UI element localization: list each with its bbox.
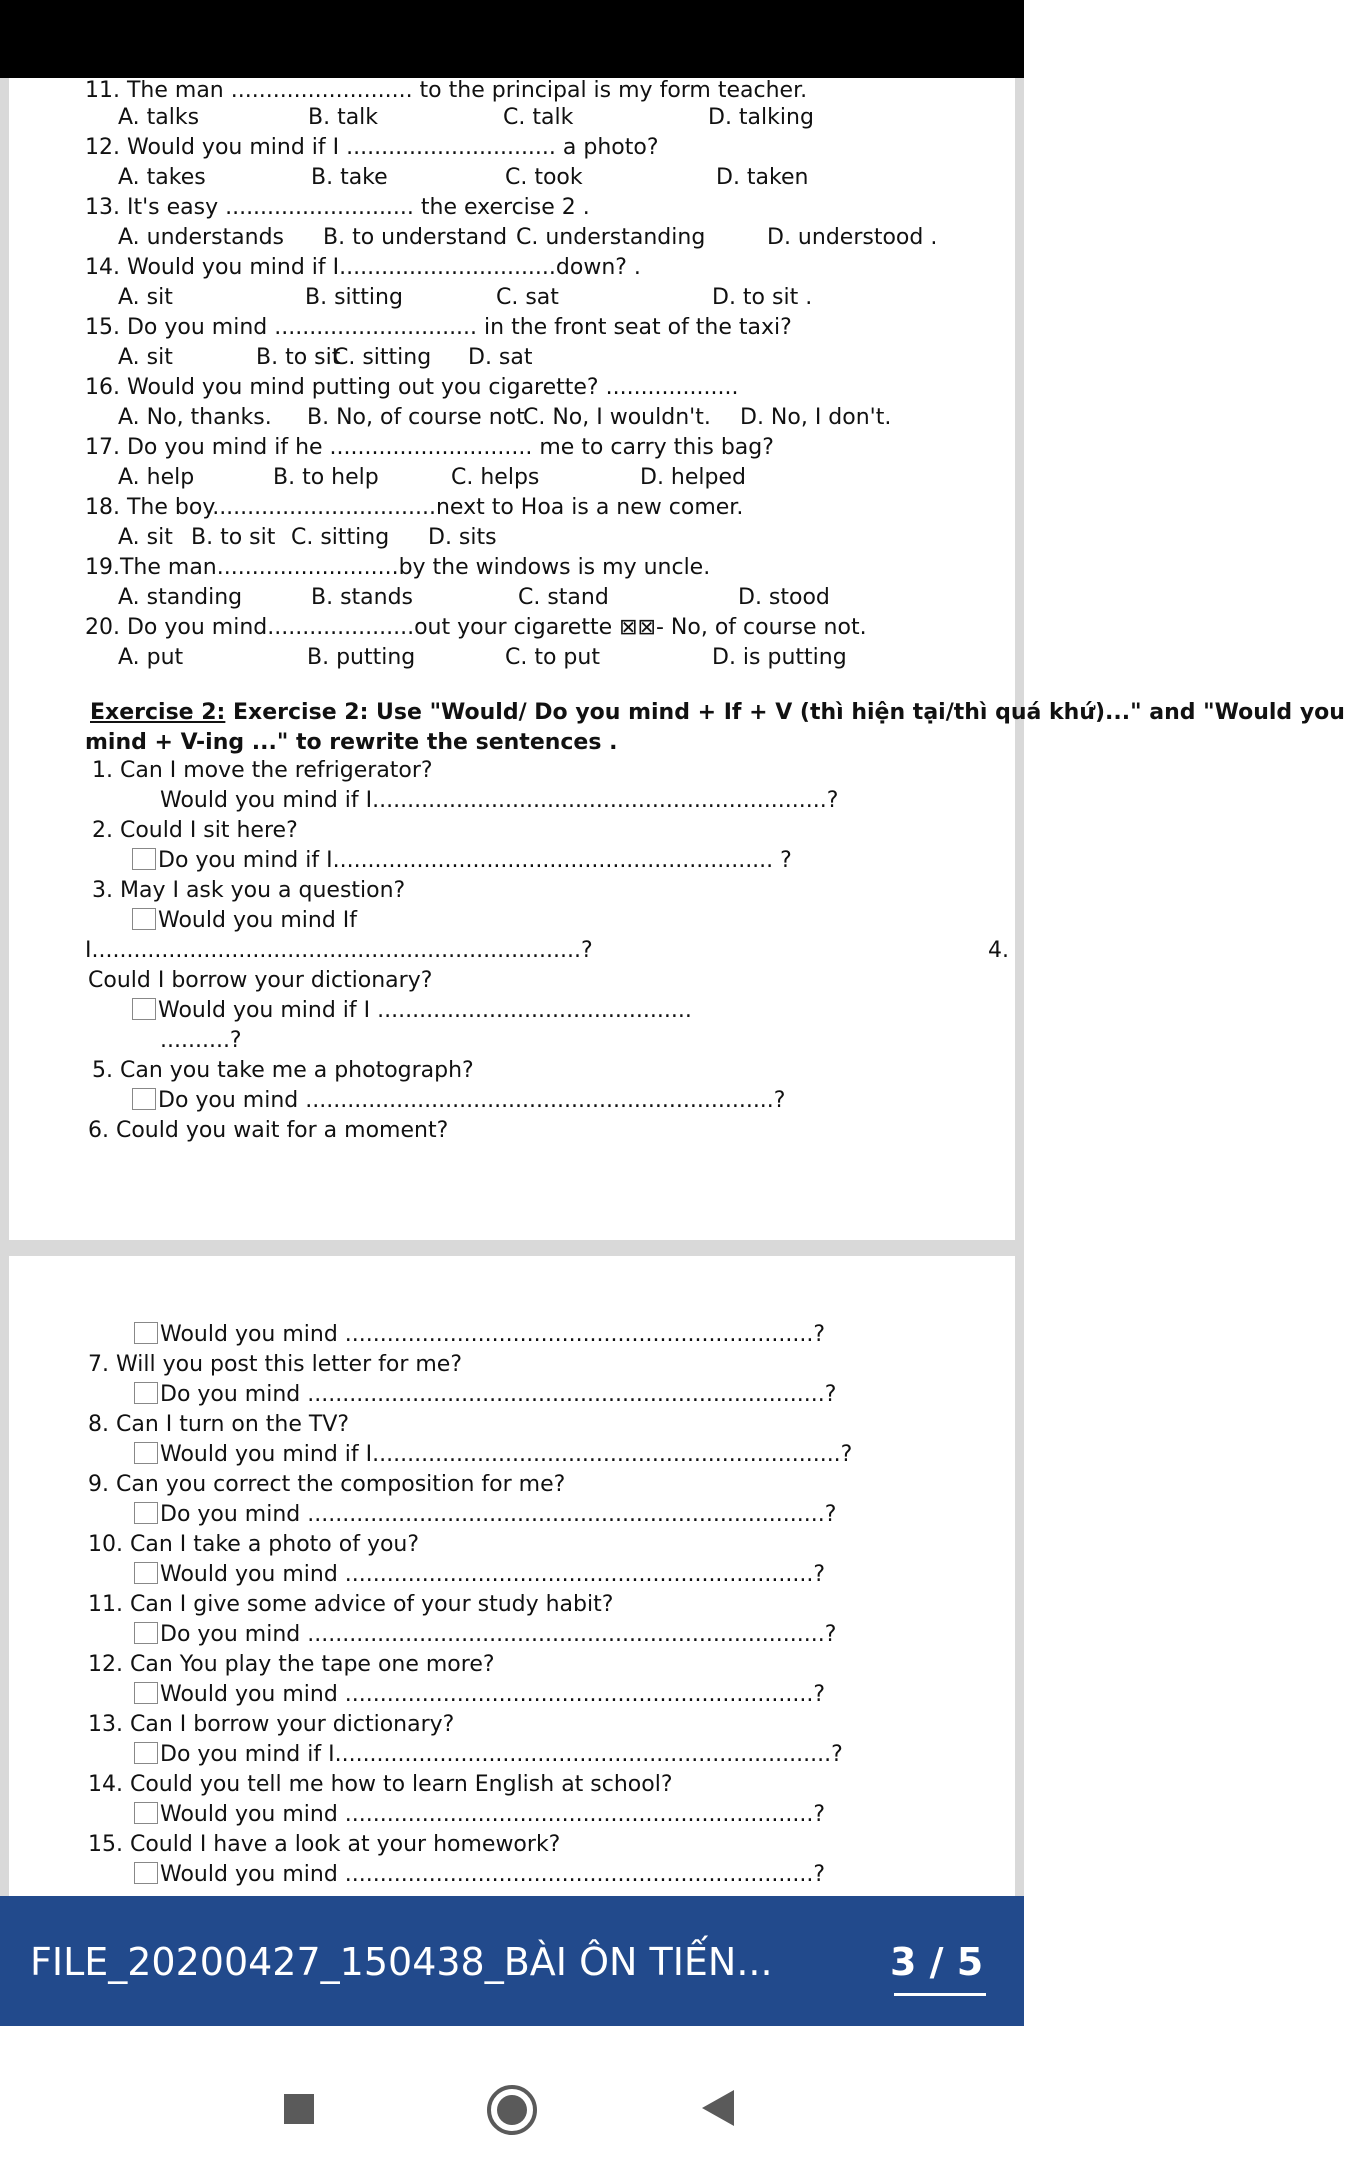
question-text: 14. Would you mind if I...............................down? . bbox=[85, 255, 641, 280]
option-d: D. talking bbox=[708, 105, 814, 130]
option-a: A. takes bbox=[118, 165, 206, 190]
option-a: A. sit bbox=[118, 285, 173, 310]
document-page-3-top: 11. The man .......................... to the principal is my form teacher. A. talks B. talk C. talk D. talking 12. Would you mind if I .............................. a photo? A. takes B. take C. took D. taken 13. It's easy ........................... the exercise 2 . A. understands B. to understand C. understanding D. understood . 14. Would you mind if I...............................down? . A. sit B. sitting C. sat D. to sit . 15. Do you mind ............................. in the front seat of the taxi? A. sit B. to sit C. sitting D. sat 16. Would you mind putting out you cigarette? ................... A. No, thanks. B. No, of course not C. No, I wouldn't. D. No, I don't. 17. Do you mind if he ............................. me to carry this bag? A. help B. to help C. helps D. helped 18. The boy................................next to Hoa is a new comer. A. sit B. to sit C. sitting D. sits 19.The man..........................by the windows is my uncle. A. standing B. stands C. stand D. stood 20. Do you mind.....................out your cigarette ⊠⊠- No, of course not. A. put B. putting C. to put D. is putting Exercise 2: Exercise 2: Use "Would/ Do you mind + If + V (thì hiện tại/thì quá khứ)..." and "Would you mind + V-ing ..." to rewrite the sentences . 1. Can I move the refrigerator? Would you mind if I.................................................................? 2. Could I sit here? Do you mind if I............................................................... ? 3. May I ask you a question? Would you mind If I......................................................................? 4. Could I borrow your dictionary? Would you mind if I ............................................. ..........? 5. Can you take me a photograph? Do you mind ...................................................................? 6. Could you wait for a moment? bbox=[0, 78, 1024, 1240]
recent-apps-button[interactable] bbox=[284, 2094, 314, 2124]
page-left-edge bbox=[0, 78, 9, 1240]
option-d: D. sat bbox=[468, 345, 533, 370]
answer-blank[interactable]: Would you mind if I.................................................................? bbox=[160, 788, 839, 813]
option-c: C. sitting bbox=[333, 345, 432, 370]
option-c: C. understanding bbox=[516, 225, 706, 250]
page-separator bbox=[0, 1240, 1024, 1256]
status-bar bbox=[0, 0, 1024, 78]
prompt-text: 9. Can you correct the composition for me? bbox=[88, 1472, 566, 1497]
option-d: D. to sit . bbox=[712, 285, 813, 310]
option-a: A. talks bbox=[118, 105, 200, 130]
option-a: A. help bbox=[118, 465, 195, 490]
page-indicator-underline bbox=[894, 1993, 986, 1996]
option-b: B. No, of course not bbox=[307, 405, 525, 430]
prompt-text: 15. Could I have a look at your homework? bbox=[88, 1832, 561, 1857]
option-c: C. helps bbox=[451, 465, 540, 490]
heading-line-1: Exercise 2: Use "Would/ Do you mind + If + V (thì hiện tại/thì quá khứ)..." and "Would you bbox=[233, 700, 1345, 725]
file-name[interactable]: FILE_20200427_150438_BÀI ÔN TIẾN... bbox=[30, 1940, 773, 1984]
option-b: B. talk bbox=[308, 105, 379, 130]
checkbox-icon[interactable] bbox=[132, 908, 156, 930]
answer-blank[interactable]: Would you mind ...................................................................? bbox=[160, 1802, 826, 1827]
prompt-text: 1. Can I move the refrigerator? bbox=[92, 758, 433, 783]
question-text: 12. Would you mind if I .............................. a photo? bbox=[85, 135, 659, 160]
answer-blank[interactable]: Do you mind ..........................................................................? bbox=[160, 1502, 837, 1527]
page-right-edge bbox=[1015, 78, 1024, 1240]
prompt-text: 5. Can you take me a photograph? bbox=[92, 1058, 474, 1083]
option-b: B. to sit bbox=[256, 345, 341, 370]
question-text: 20. Do you mind.....................out your cigarette ⊠⊠- No, of course not. bbox=[85, 615, 867, 640]
prompt-text: Could I borrow your dictionary? bbox=[88, 968, 433, 993]
home-dot bbox=[497, 2095, 527, 2125]
back-button[interactable] bbox=[700, 2088, 736, 2128]
option-a: A. standing bbox=[118, 585, 243, 610]
option-c: C. talk bbox=[503, 105, 574, 130]
system-nav-bar bbox=[0, 2026, 1024, 2162]
answer-blank[interactable]: Do you mind ..........................................................................? bbox=[160, 1622, 837, 1647]
question-text: 19.The man..........................by the windows is my uncle. bbox=[85, 555, 711, 580]
answer-blank[interactable]: Would you mind ...................................................................? bbox=[160, 1862, 826, 1887]
prompt-text: 8. Can I turn on the TV? bbox=[88, 1412, 350, 1437]
checkbox-icon[interactable] bbox=[134, 1622, 158, 1644]
answer-blank[interactable]: Do you mind ..........................................................................? bbox=[160, 1382, 837, 1407]
answer-blank[interactable]: Do you mind ...................................................................? bbox=[158, 1088, 786, 1113]
answer-blank[interactable]: Would you mind ...................................................................? bbox=[160, 1322, 826, 1347]
option-d: D. stood bbox=[738, 585, 830, 610]
page-indicator[interactable]: 3 / 5 bbox=[890, 1940, 984, 1984]
checkbox-icon[interactable] bbox=[134, 1322, 158, 1344]
option-b: B. to sit bbox=[191, 525, 276, 550]
checkbox-icon[interactable] bbox=[132, 998, 156, 1020]
option-b: B. take bbox=[311, 165, 388, 190]
answer-blank[interactable]: ..........? bbox=[160, 1028, 242, 1053]
question-text: 17. Do you mind if he ............................. me to carry this bag? bbox=[85, 435, 774, 460]
option-d: D. sits bbox=[428, 525, 497, 550]
option-b: B. stands bbox=[311, 585, 414, 610]
prompt-text: 6. Could you wait for a moment? bbox=[88, 1118, 449, 1143]
answer-blank[interactable]: Would you mind ...................................................................? bbox=[160, 1682, 826, 1707]
checkbox-icon[interactable] bbox=[134, 1802, 158, 1824]
option-a: A. put bbox=[118, 645, 184, 670]
answer-text: Would you mind If bbox=[158, 908, 358, 933]
question-text: 11. The man .......................... to the principal is my form teacher. bbox=[85, 78, 808, 103]
document-info-bar bbox=[0, 1896, 1024, 2026]
option-d: D. No, I don't. bbox=[740, 405, 892, 430]
checkbox-icon[interactable] bbox=[134, 1682, 158, 1704]
question-text: 13. It's easy ........................... the exercise 2 . bbox=[85, 195, 590, 220]
prompt-text: 7. Will you post this letter for me? bbox=[88, 1352, 462, 1377]
prompt-text: 13. Can I borrow your dictionary? bbox=[88, 1712, 455, 1737]
triangle-icon bbox=[702, 2090, 734, 2126]
option-c: C. No, I wouldn't. bbox=[523, 405, 711, 430]
checkbox-icon[interactable] bbox=[134, 1502, 158, 1524]
answer-blank[interactable]: Would you mind ...................................................................? bbox=[160, 1562, 826, 1587]
option-c: C. stand bbox=[518, 585, 609, 610]
option-c: C. to put bbox=[505, 645, 600, 670]
option-d: D. helped bbox=[640, 465, 746, 490]
document-page-3-bottom bbox=[0, 1256, 1024, 1896]
checkbox-icon[interactable] bbox=[134, 1742, 158, 1764]
question-text: 15. Do you mind ............................. in the front seat of the taxi? bbox=[85, 315, 792, 340]
option-c: C. sitting bbox=[291, 525, 390, 550]
question-text: 18. The boy................................next to Hoa is a new comer. bbox=[85, 495, 744, 520]
prompt-text: 2. Could I sit here? bbox=[92, 818, 298, 843]
option-b: B. to help bbox=[273, 465, 379, 490]
option-a: A. understands bbox=[118, 225, 285, 250]
checkbox-icon[interactable] bbox=[134, 1442, 158, 1464]
prompt-text: 11. Can I give some advice of your study habit? bbox=[88, 1592, 614, 1617]
answer-blank[interactable]: Do you mind if I............................................................... ? bbox=[158, 848, 792, 873]
option-d: D. taken bbox=[716, 165, 809, 190]
answer-blank[interactable]: Would you mind if I ............................................. bbox=[158, 998, 692, 1023]
answer-blank[interactable]: Would you mind if I...................................................................? bbox=[160, 1442, 853, 1467]
page-right-edge bbox=[1015, 1256, 1024, 1896]
option-d: D. is putting bbox=[712, 645, 847, 670]
prompt-text: 3. May I ask you a question? bbox=[92, 878, 406, 903]
option-a: A. sit bbox=[118, 345, 173, 370]
answer-blank[interactable]: I......................................................................? bbox=[85, 938, 593, 963]
option-c: C. sat bbox=[496, 285, 559, 310]
option-b: B. putting bbox=[307, 645, 416, 670]
prompt-text: 10. Can I take a photo of you? bbox=[88, 1532, 420, 1557]
home-button[interactable] bbox=[486, 2084, 538, 2136]
prompt-text: 12. Can You play the tape one more? bbox=[88, 1652, 495, 1677]
checkbox-icon[interactable] bbox=[134, 1862, 158, 1884]
checkbox-icon[interactable] bbox=[132, 1088, 156, 1110]
option-d: D. understood . bbox=[767, 225, 938, 250]
heading-line-2: mind + V-ing ..." to rewrite the sentences . bbox=[85, 730, 618, 755]
checkbox-icon[interactable] bbox=[132, 848, 156, 870]
option-a: A. sit bbox=[118, 525, 173, 550]
page-left-edge bbox=[0, 1256, 9, 1896]
question-text: 16. Would you mind putting out you cigarette? ................... bbox=[85, 375, 739, 400]
checkbox-icon[interactable] bbox=[134, 1562, 158, 1584]
prompt-text: 14. Could you tell me how to learn English at school? bbox=[88, 1772, 673, 1797]
option-a: A. No, thanks. bbox=[118, 405, 272, 430]
option-b: B. sitting bbox=[305, 285, 403, 310]
prompt-number: 4. bbox=[988, 938, 1009, 963]
answer-blank[interactable]: Do you mind if I.......................................................................? bbox=[160, 1742, 843, 1767]
option-b: B. to understand bbox=[323, 225, 508, 250]
option-c: C. took bbox=[505, 165, 583, 190]
checkbox-icon[interactable] bbox=[134, 1382, 158, 1404]
